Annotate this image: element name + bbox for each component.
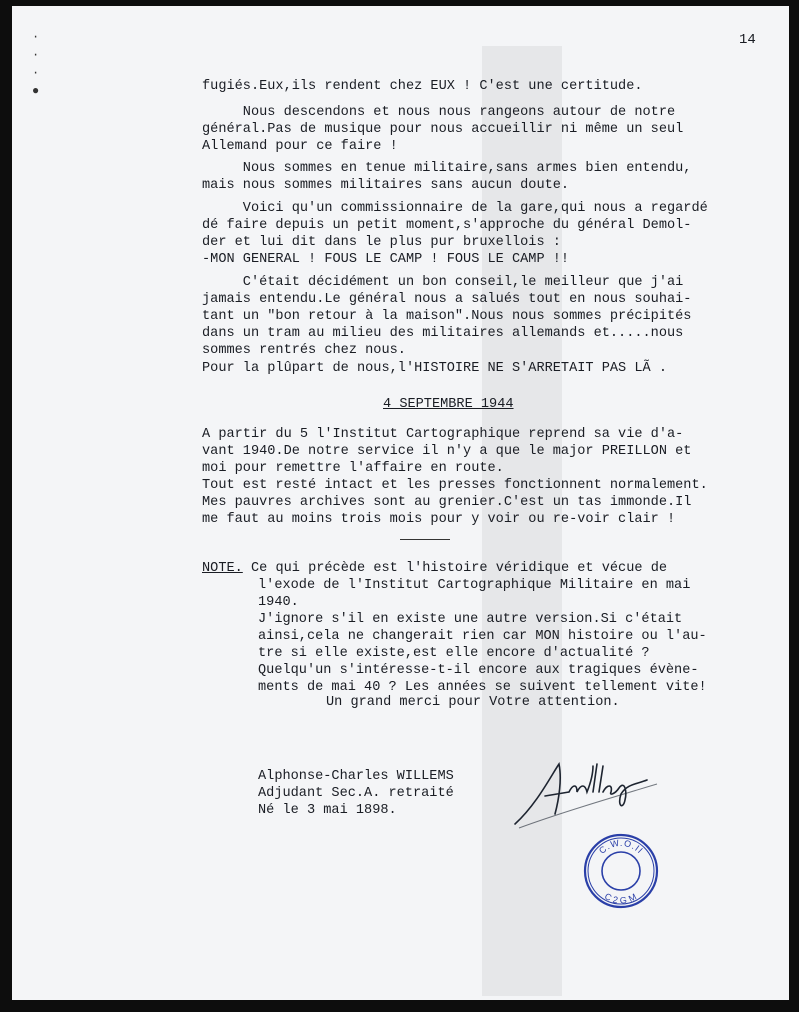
- section-line: me faut au moins trois mois pour y voir ou re-voir clair !: [202, 512, 676, 527]
- author-name: Alphonse-Charles WILLEMS: [258, 769, 454, 784]
- section-line: Mes pauvres archives sont au grenier.C'est un tas immonde.Il: [202, 495, 692, 510]
- note-spacer: [243, 561, 251, 576]
- note-line: tre si elle existe,est elle encore d'actualité ?: [258, 646, 650, 661]
- author-rank: Adjudant Sec.A. retraité: [258, 786, 454, 801]
- body-line: Voici qu'un commissionnaire de la gare,qui nous a regardé: [202, 201, 708, 216]
- note-first-text: Ce qui précède est l'histoire véridique et vécue de: [250, 561, 668, 576]
- note-line: l'exode de l'Institut Cartographique Militaire en mai: [258, 578, 691, 593]
- body-line: Nous descendons et nous nous rangeons autour de notre: [202, 105, 676, 120]
- note-line: ments de mai 40 ? Les années se suivent tellement vite!: [258, 680, 707, 695]
- body-line: sommes rentrés chez nous.: [202, 343, 406, 358]
- body-line: tant un "bon retour à la maison".Nous nous sommes précipités: [202, 309, 692, 324]
- body-line: dans un tram au milieu des militaires allemands et.....nous: [202, 326, 684, 341]
- document-page: [12, 6, 789, 1000]
- section-line: Tout est resté intact et les presses fonctionnent normalement.: [202, 478, 708, 493]
- handwritten-signature: [507, 744, 672, 834]
- note-line: 1940.: [258, 595, 299, 610]
- body-line: général.Pas de musique pour nous accueillir ni même un seul: [202, 122, 684, 137]
- body-line: Pour la plûpart de nous,l'HISTOIRE NE S'ARRETAIT PAS LÃ .: [202, 361, 667, 376]
- svg-text:C2GM: C2GM: [602, 891, 639, 906]
- svg-text:C.W.O.II: C.W.O.II: [596, 837, 646, 856]
- page-number: 14: [739, 32, 756, 48]
- body-line: dé faire depuis un petit moment,s'approche du général Demol-: [202, 218, 692, 233]
- note-line: ainsi,cela ne changerait rien car MON histoire ou l'au-: [258, 629, 707, 644]
- body-line: der et lui dit dans le plus pur bruxellois :: [202, 235, 561, 250]
- section-line: vant 1940.De notre service il n'y a que le major PREILLON et: [202, 444, 692, 459]
- section-line: A partir du 5 l'Institut Cartographique reprend sa vie d'a-: [202, 427, 684, 442]
- official-stamp: [582, 832, 660, 910]
- body-line: fugiés.Eux,ils rendent chez EUX ! C'est une certitude.: [202, 79, 643, 94]
- body-line: Nous sommes en tenue militaire,sans armes bien entendu,: [202, 161, 692, 176]
- author-birth: Né le 3 mai 1898.: [258, 803, 397, 818]
- note-line: J'ignore s'il en existe une autre version.Si c'était: [258, 612, 683, 627]
- body-line: C'était décidément un bon conseil,le meilleur que j'ai: [202, 275, 684, 290]
- body-line: mais nous sommes militaires sans aucun doute.: [202, 178, 570, 193]
- body-line: -MON GENERAL ! FOUS LE CAMP ! FOUS LE CAMP !!: [202, 252, 570, 267]
- binding-marks: · · · ●: [32, 30, 40, 98]
- body-line: Allemand pour ce faire !: [202, 139, 398, 154]
- note-line: Quelqu'un s'intéresse-t-il encore aux tragiques évène-: [258, 663, 699, 678]
- closing-line: Un grand merci pour Votre attention.: [326, 695, 620, 710]
- body-line: jamais entendu.Le général nous a salués tout en nous souhai-: [202, 292, 692, 307]
- separator-rule: [400, 539, 450, 540]
- note-label: NOTE.: [202, 561, 243, 576]
- section-heading: 4 SEPTEMBRE 1944: [383, 397, 514, 412]
- note-first-line: [202, 560, 667, 577]
- section-line: moi pour remettre l'affaire en route.: [202, 461, 504, 476]
